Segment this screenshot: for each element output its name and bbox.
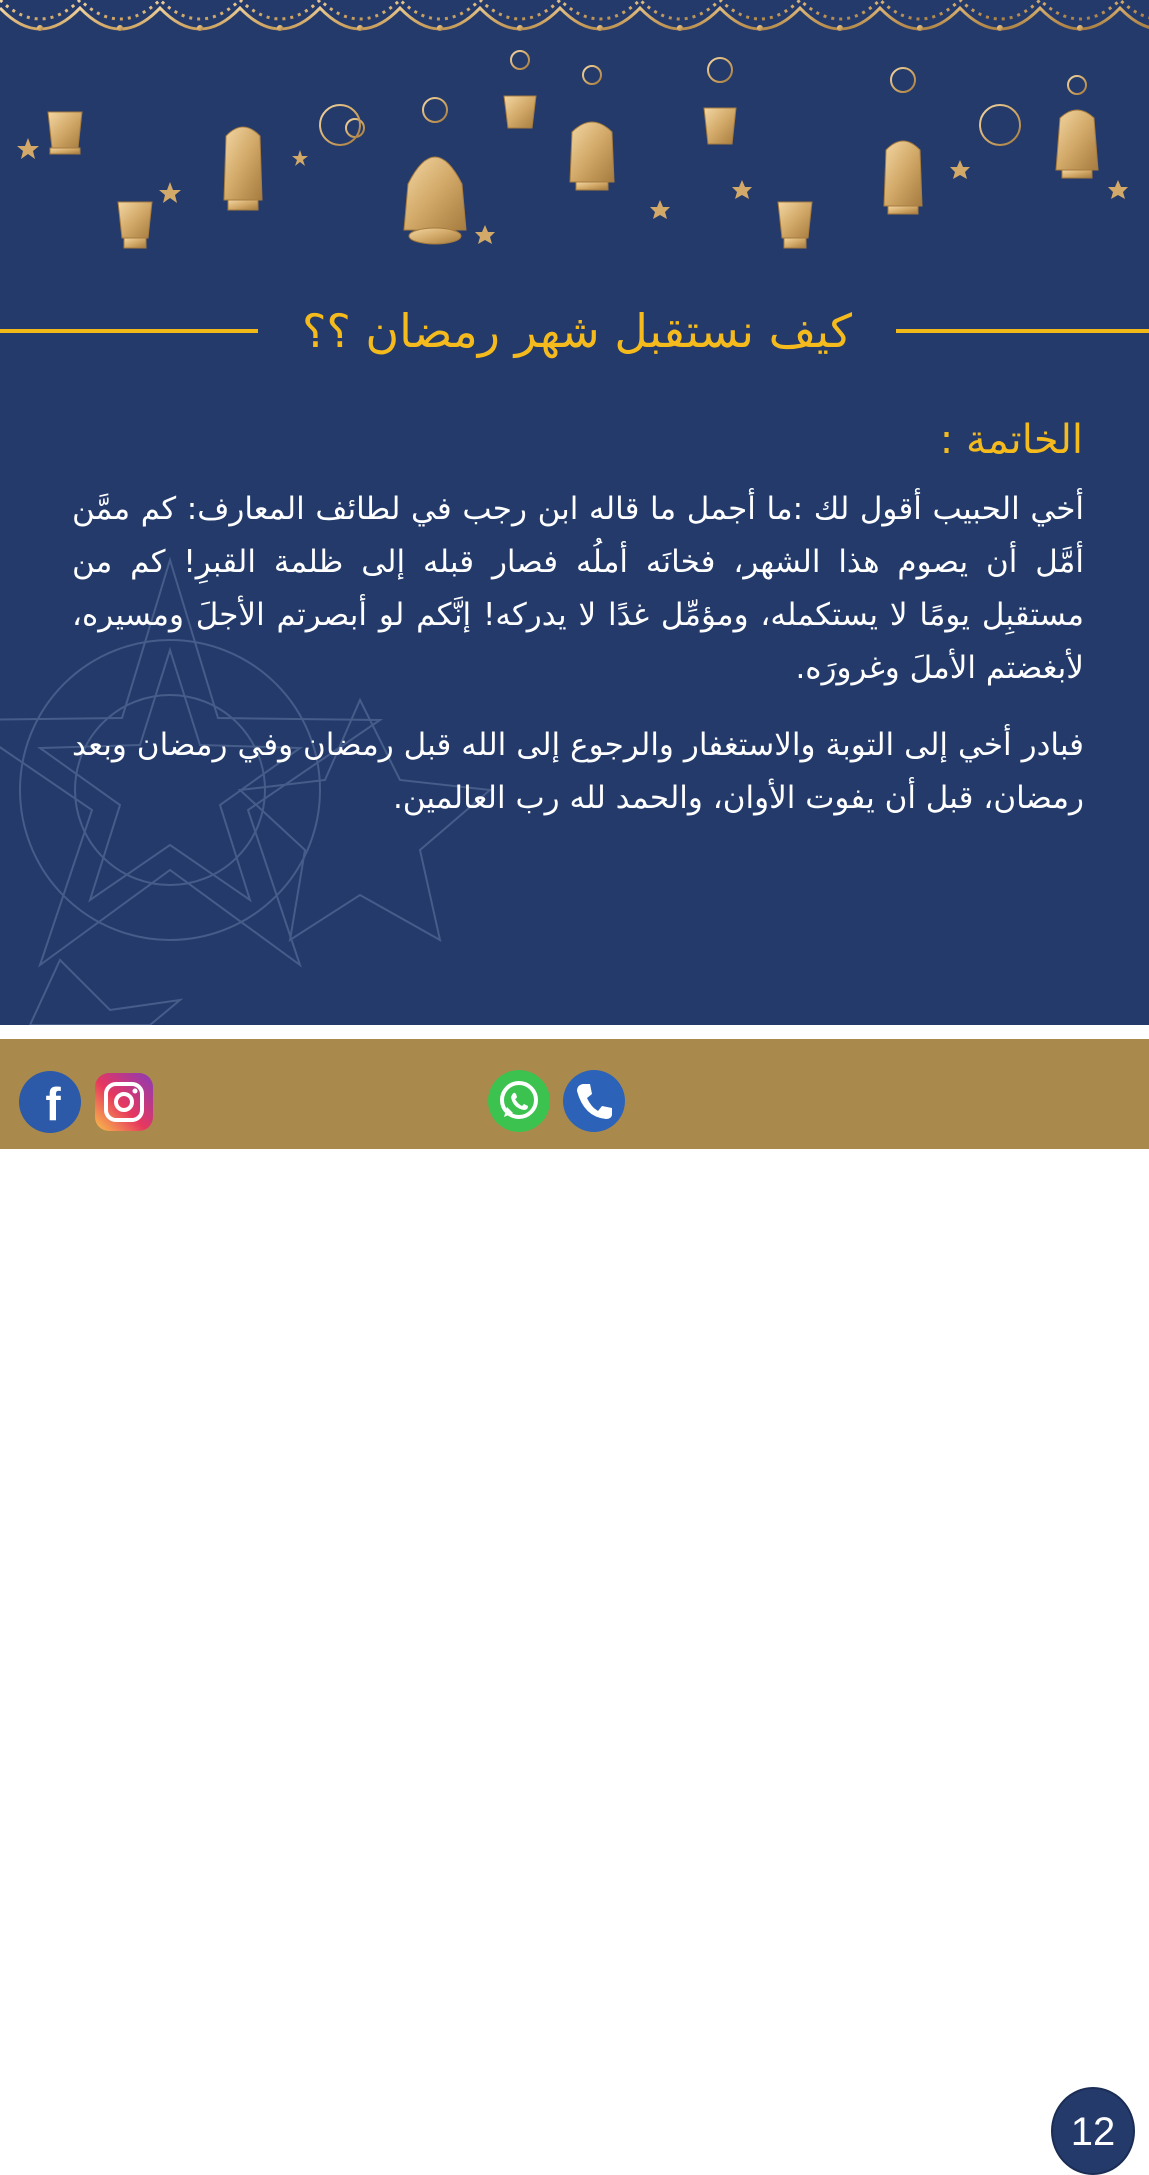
garland <box>0 0 1149 29</box>
section-heading: الخاتمة : <box>939 417 1083 463</box>
body-paragraph: أخي الحبيب أقول لك :ما أجمل ما قاله ابن رجب في لطائف المعارف: كم ممَّن أمَّل أن يصوم هذا الشهر، فخانَه أملُه فصار قبله إلى ظلمة القبرِ! كم من مستقبِل يومًا لا يستكمله، ومؤمِّل غدًا لا يدركه! إنَّكم لو أبصرتم الأجلَ ومسيره، لأبغضتم الأملَ وغرورَه. <box>72 491 1084 686</box>
title-rule-right <box>896 329 1149 333</box>
title-row <box>0 300 1149 362</box>
title-rule-left <box>0 329 258 333</box>
svg-text:f: f <box>45 1078 61 1130</box>
phone-icon[interactable] <box>562 1069 626 1133</box>
body-paragraph: فبادر أخي إلى التوبة والاستغفار والرجوع إلى الله قبل رمضان وفي رمضان وبعد رمضان، قبل أن يفوت الأوان، والحمد لله رب العالمين. <box>72 727 1084 816</box>
page-number-badge <box>1051 2087 1135 2175</box>
instagram-icon[interactable] <box>94 1072 154 1132</box>
main-panel <box>0 0 1149 1025</box>
footer-bar <box>0 1039 1149 2154</box>
page-title: كيف نستقبل شهر رمضان ؟؟ <box>301 304 853 358</box>
whatsapp-icon[interactable] <box>487 1069 551 1133</box>
facebook-icon[interactable] <box>18 1070 82 1134</box>
page-number: 12 <box>1070 2110 1116 2154</box>
divider-strip <box>0 1025 1149 1039</box>
